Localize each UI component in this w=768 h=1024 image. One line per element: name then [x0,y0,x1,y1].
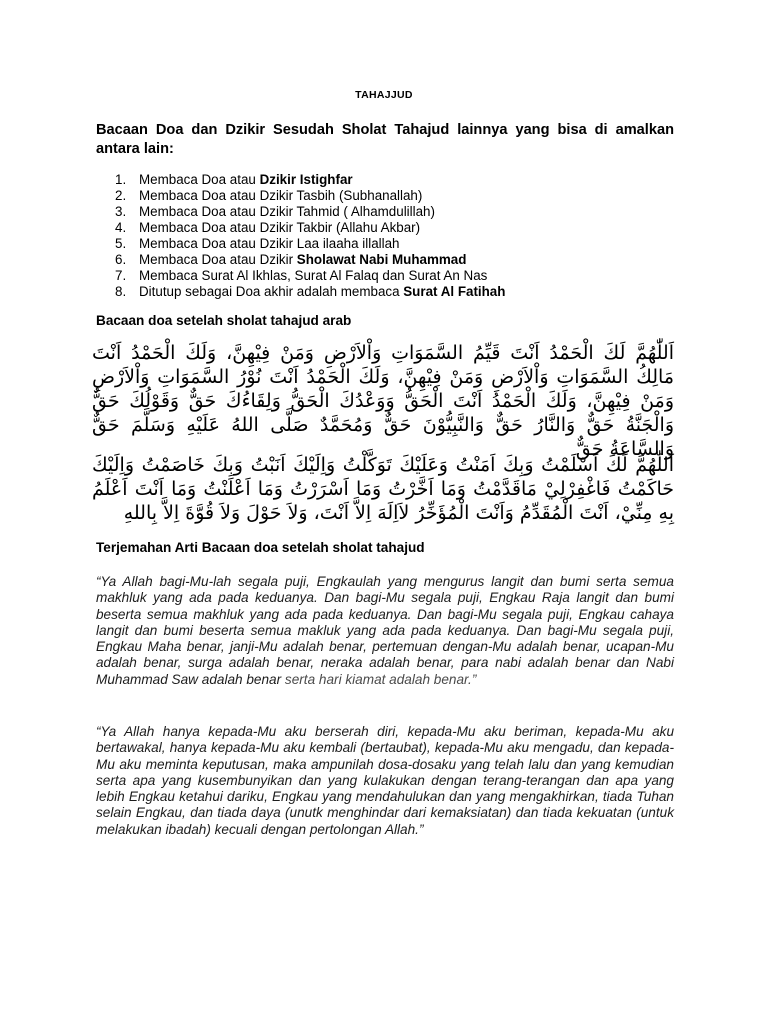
list-item-number: 6. [115,252,127,267]
arabic-section-heading: Bacaan doa setelah sholat tahajud arab [96,313,352,328]
list-item-text: Ditutup sebagai Doa akhir adalah membaca [139,284,404,299]
list-item-number: 5. [115,236,127,251]
list-item-text: Membaca Doa atau Dzikir Laa ilaaha illallah [139,236,400,251]
list-item [96,252,505,268]
translation-paragraph-2: “Ya Allah hanya kepada-Mu aku berserah diri, kepada-Mu aku beriman, kepada-Mu aku bertawakal, hanya kepada-Mu aku kembali (bertaubat), kepada-Mu aku mengadu, dan kepada-Mu aku meminta keputusan, maka ampunilah dosa-dosaku yang telah lalu dan yang kemudian serta apa yang kusembunyikan dan yang kulakukan dengan terang-terangan dan apa yang lebih Engkau ketahui dariku, Engkau yang mendahulukan dan yang mengakhirkan, tiada Tuhan selain Engkau, dan tiada daya (unutk menghindar dari kemaksiatan) dan tiada kekuatan (untuk melakukan ibadah) kecuali dengan pertolongan Allah.” [96,724,674,837]
list-item-number: 4. [115,220,127,235]
list-item-text: Membaca Doa atau Dzikir [139,252,297,267]
list-item-number: 7. [115,268,127,283]
list-item-number: 3. [115,204,127,219]
list-item-number: 2. [115,188,127,203]
list-item-number: 1. [115,172,127,187]
list-item-bold-text: Sholawat Nabi Muhammad [296,252,467,267]
list-item [96,172,505,188]
dzikir-list [96,172,505,300]
list-item-bold-text: Surat Al Fatihah [403,284,506,299]
list-item-text: Membaca Surat Al Ikhlas, Surat Al Falaq dan Surat An Nas [139,268,488,283]
list-item [96,268,505,284]
intro-heading: Bacaan Doa dan Dzikir Sesudah Sholat Tahajud lainnya yang bisa di amalkan antara lain: [96,122,674,157]
list-item-bold-text: Dzikir Istighfar [259,172,353,187]
arabic-prayer-paragraph-1: اَللّٰهُمَّ لَكَ الْحَمْدُ اَنْتَ قَيِّمُ السَّمَوَاتِ وَاْلاَرْضِ وَمَنْ فِيْهِنَّ، وَلَكَ الْحَمْدُ اَنْتَ مَالِكُ السَّمَوَاتِ وَاْلاَرْضِ وَمَنْ فِيْهِنَّ، وَلَكَ الْحَمْدُ اَنْتَ نُوْرُ السَّمَوَاتِ وَاْلاَرْضِ وَمَنْ فِيْهِنَّ، وَلَكَ الْحَمْدُ اَنْتَ الْحَقُّ وَوَعْدُكَ الْحَقُّ وَلِقَاءُكَ حَقٌّ وَقَوْلُكَ حَقٌّ وَالْجَنَّةُ حَقٌّ وَالنَّارُ حَقٌّ وَالنَّبِيُّوْنَ حَقٌّ وَمُحَمَّدٌ صَلَّى اللهُ عَلَيْهِ وَسَلَّمَ حَقٌّ وَالسَّاعَةُ حَقٌّ [92,342,674,460]
document-title: TAHAJJUD [355,89,413,101]
list-item [96,204,505,220]
translation-paragraph-1-text: “Ya Allah bagi-Mu-lah segala puji, Engkaulah yang mengurus langit dan bumi serta semua makhluk yang ada pada keduanya. Dan bagi-Mu segala puji, Engkau Raja langit dan bumi beserta semua makhluk yang ada pada keduanya. Dan bagi-Mu segala puji, Engkau cahaya langit dan bumi beserta semua makluk yang ada pada keduanya. Dan bagi-Mu segala puji, Engkau Maha benar, janji-Mu adalah benar, pertemuan dengan-Mu adalah benar, ucapan-Mu adalah benar, surga adalah benar, neraka adalah benar, para nabi adalah benar dan Nabi Muhammad Saw adalah benar [96,574,674,687]
translation-paragraph-1 [96,574,674,688]
translation-paragraph-1-end: serta hari kiamat adalah benar.” [284,671,477,687]
list-item [96,188,505,204]
list-item [96,236,505,252]
list-item-text: Membaca Doa atau Dzikir Tahmid ( Alhamdulillah) [139,204,435,219]
list-item-text: Membaca Doa atau Dzikir Tasbih (Subhanallah) [139,188,423,203]
list-item [96,284,505,300]
arabic-prayer-paragraph-2: اَللّٰهُمَّ لَكَ اَسْلَمْتُ وَبِكَ اَمَنْتُ وَعَلَيْكَ تَوَكَّلْتُ وَاِلَيْكَ اَنَبْتُ وَبِكَ خَاصَمْتُ وَاِلَيْكَ حَاكَمْتُ فَاغْفِرْلِيْ مَاقَدَّمْتُ وَمَا اَخَّرْتُ وَمَا اَسْرَرْتُ وَمَا اَعْلَنْتُ وَمَا اَنْتَ اَعْلَمُ بِهِ مِنِّيْ، اَنْتَ الْمُقَدِّمُ وَاَنْتَ الْمُؤَخِّرُ لاَاِلَهَ اِلاَّ اَنْتَ، وَلاَ حَوْلَ وَلاَ قُوَّةَ اِلاَّ بِاللهِ [92,454,674,524]
list-item-text: Membaca Doa atau Dzikir Takbir (Allahu Akbar) [139,220,421,235]
list-item-number: 8. [115,284,127,299]
translation-section-heading: Terjemahan Arti Bacaan doa setelah sholat tahajud [96,540,425,555]
list-item [96,220,505,236]
list-item-text: Membaca Doa atau [139,172,260,187]
